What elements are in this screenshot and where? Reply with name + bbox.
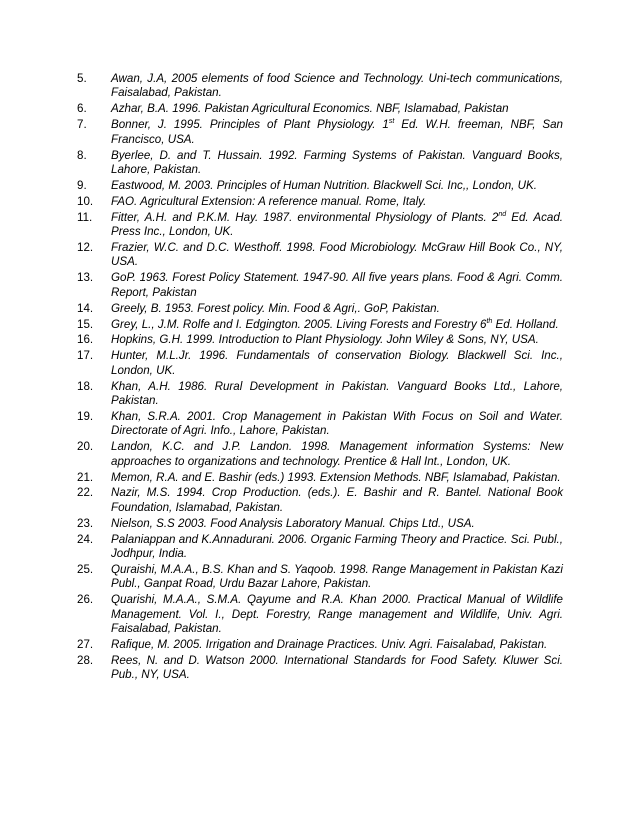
reference-item (77, 241, 563, 270)
reference-number: 5. (77, 72, 87, 85)
reference-text: Azhar, B.A. 1996. Pakistan Agricultural Economics. NBF, Islamabad, Pakistan (111, 102, 509, 116)
reference-text (111, 118, 563, 147)
reference-number: 14. (77, 301, 94, 315)
reference-item (77, 638, 563, 652)
reference-number: 21. (77, 470, 94, 484)
reference-text-part: Bonner, J. 1995. Principles of Plant Physiology. 1 (111, 118, 389, 132)
edition-superscript: st (388, 118, 395, 126)
reference-text: Greely, B. 1953. Forest policy. Min. Food & Agri,. GoP, Pakistan. (111, 301, 440, 315)
reference-item (77, 533, 563, 562)
reference-number: 18. (77, 379, 94, 393)
reference-item (77, 333, 563, 347)
reference-text: Rees, N. and D. Watson 2000. International Standards for Food Safety. Kluwer Sci. Pub., NY, USA. (111, 653, 563, 682)
reference-number: 6. (77, 102, 87, 116)
reference-item (77, 211, 563, 240)
reference-text: FAO. Agricultural Extension: A reference manual. Rome, Italy. (111, 194, 427, 208)
reference-text-part: Ed. Holland. (492, 317, 559, 331)
reference-text: Palaniappan and K.Annadurani. 2006. Organic Farming Theory and Practice. Sci. Publ., Jodhpur, India. (111, 532, 563, 561)
reference-item (77, 195, 563, 209)
reference-number: 25. (77, 563, 94, 576)
reference-item (77, 440, 563, 469)
reference-item (77, 118, 563, 147)
reference-text-part: Fitter, A.H. and P.K.M. Hay. 1987. environmental Physiology of Plants. 2 (111, 210, 499, 224)
reference-item (77, 72, 563, 101)
reference-item (77, 593, 563, 636)
reference-text: Rafique, M. 2005. Irrigation and Drainage Practices. Univ. Agri. Faisalabad, Pakistan. (111, 638, 548, 652)
reference-number: 8. (77, 148, 87, 162)
reference-number: 15. (77, 317, 94, 331)
reference-text: Byerlee, D. and T. Hussain. 1992. Farming Systems of Pakistan. Vanguard Books, Lahore, Pakistan. (111, 148, 563, 176)
reference-item (77, 318, 563, 332)
reference-item (77, 149, 563, 178)
reference-text: Landon, K.C. and J.P. Landon. 1998. Management information Systems: New approaches to organizations and technology. Prentice & Hall Int., London, UK. (111, 440, 563, 468)
reference-item (77, 349, 563, 378)
reference-number: 27. (77, 638, 94, 652)
reference-number: 23. (77, 516, 94, 530)
reference-text: Nielson, S.S 2003. Food Analysis Laboratory Manual. Chips Ltd., USA. (111, 516, 475, 530)
reference-text: Quarishi, M.A.A., S.M.A. Qayume and R.A. Khan 2000. Practical Manual of Wildlife Management. Vol. I., Dept. Forestry, Range management and Wildlife, Univ. Agri. Faisalabad, Pakistan. (111, 593, 563, 636)
reference-number: 26. (77, 593, 94, 607)
reference-item (77, 486, 563, 515)
reference-number: 19. (77, 409, 94, 423)
reference-text: Nazir, M.S. 1994. Crop Production. (eds.). E. Bashir and R. Bantel. National Book Foundation, Islamabad, Pakistan. (111, 486, 563, 514)
reference-item (77, 302, 563, 316)
reference-number: 28. (77, 653, 94, 667)
reference-text-part: Grey, L., J.M. Rolfe and I. Edgington. 2005. Living Forests and Forestry 6 (111, 317, 487, 331)
reference-item (77, 471, 563, 485)
reference-text: Khan, S.R.A. 2001. Crop Management in Pakistan With Focus on Soil and Water. Directorate of Agri. Info., Lahore, Pakistan. (111, 409, 563, 438)
reference-text: Hopkins, G.H. 1999. Introduction to Plant Physiology. John Wiley & Sons, NY, USA. (111, 333, 539, 347)
reference-text: GoP. 1963. Forest Policy Statement. 1947-90. All five years plans. Food & Agri. Comm. Report, Pakistan (111, 271, 563, 299)
reference-number: 20. (77, 440, 94, 454)
reference-number: 12. (77, 240, 94, 254)
reference-text: Hunter, M.L.Jr. 1996. Fundamentals of conservation Biology. Blackwell Sci. Inc., London, UK. (111, 349, 563, 377)
reference-text (111, 211, 563, 240)
reference-text-part: Ed. W.H. freeman, NBF, San Francisco, USA. (111, 118, 563, 146)
reference-text: Awan, J.A, 2005 elements of food Science and Technology. Uni-tech communications, Faisalabad, Pakistan. (111, 72, 563, 100)
edition-superscript: nd (498, 210, 507, 218)
edition-superscript: th (486, 317, 493, 325)
reference-number: 13. (77, 271, 94, 285)
reference-number: 16. (77, 333, 94, 347)
reference-item (77, 517, 563, 531)
reference-item (77, 654, 563, 683)
reference-number: 11. (77, 210, 93, 224)
reference-number: 24. (77, 532, 94, 546)
reference-number: 9. (77, 178, 87, 192)
reference-item (77, 179, 563, 193)
reference-text: Quraishi, M.A.A., B.S. Khan and S. Yaqoob. 1998. Range Management in Pakistan Kazi Publ., Ganpat Road, Urdu Bazar Lahore, Pakistan. (111, 563, 563, 591)
reference-number: 17. (77, 349, 94, 363)
reference-number: 7. (77, 118, 87, 132)
reference-number: 22. (77, 486, 94, 500)
reference-item (77, 102, 563, 116)
reference-text: Memon, R.A. and E. Bashir (eds.) 1993. Extension Methods. NBF, Islamabad, Pakistan. (111, 470, 561, 484)
reference-item (77, 410, 563, 439)
reference-text: Khan, A.H. 1986. Rural Development in Pakistan. Vanguard Books Ltd., Lahore, Pakistan. (111, 379, 563, 408)
reference-text (111, 318, 563, 332)
reference-text: Frazier, W.C. and D.C. Westhoff. 1998. Food Microbiology. McGraw Hill Book Co., NY, USA. (111, 240, 563, 269)
reference-item (77, 380, 563, 409)
reference-text: Eastwood, M. 2003. Principles of Human Nutrition. Blackwell Sci. Inc,, London, UK. (111, 178, 537, 192)
reference-list (77, 72, 563, 684)
reference-item (77, 271, 563, 300)
reference-text-part: Ed. Acad. Press Inc., London, UK. (111, 210, 563, 239)
reference-item (77, 563, 563, 592)
reference-number: 10. (77, 194, 94, 208)
